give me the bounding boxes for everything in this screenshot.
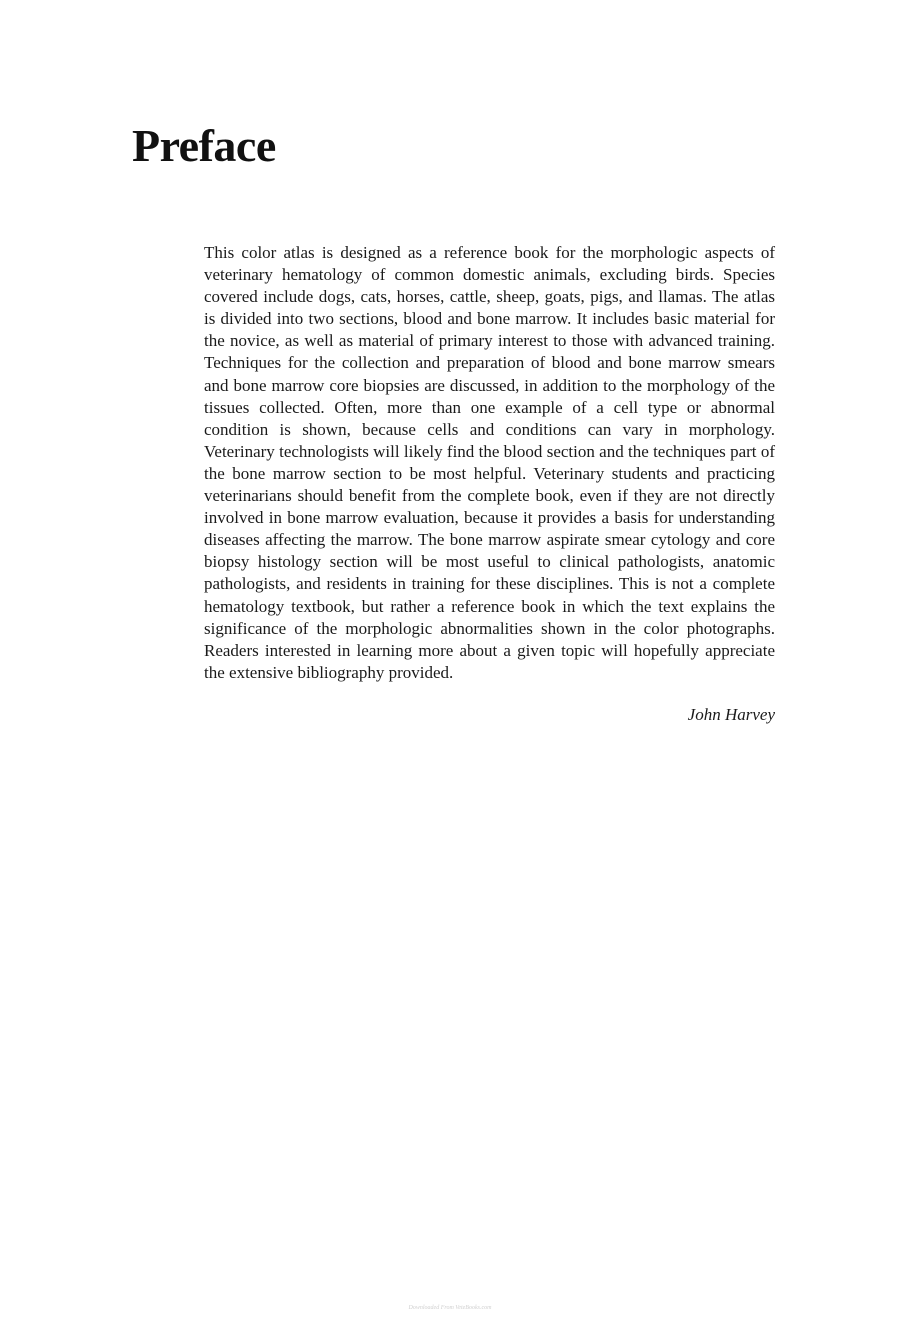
author-signature: John Harvey [687, 705, 775, 724]
footer-watermark: Downloaded From VeteBooks.com [408, 1305, 492, 1311]
page-title: Preface [132, 120, 276, 171]
preface-paragraph: This color atlas is designed as a reference book for the morphologic aspects of veterinary hematology of common domestic animals, excluding birds. Species covered include dogs, cats, horses, cattle, sheep, goats, pigs, and llamas. The atlas is divided into two sections, blood and bone marrow. It includes basic material for the novice, as well as material of primary interest to those with advanced training. Techniques for the collection and preparation of blood and bone marrow smears and bone marrow core biopsies are discussed, in addition to the morphology of the tissues collected. Often, more than one example of a cell type or abnormal condition is shown, because cells and conditions can vary in morphology. Veterinary technologists will likely find the blood section and the techniques part of the bone marrow section to be most helpful. Veterinary students and practicing veterinarians should benefit from the complete book, even if they are not directly involved in bone marrow evaluation, because it provides a basis for understanding diseases affecting the marrow. The bone marrow aspirate smear cytology and core biopsy histology section will be most useful to clinical pathologists, anatomic pathologists, and residents in training for these disciplines. This is not a complete hematology textbook, but rather a reference book in which the text explains the significance of the morphologic abnormalities shown in the color photographs. Readers interested in learning more about a given topic will hopefully appreciate the extensive bibliography provided. [204, 243, 775, 682]
